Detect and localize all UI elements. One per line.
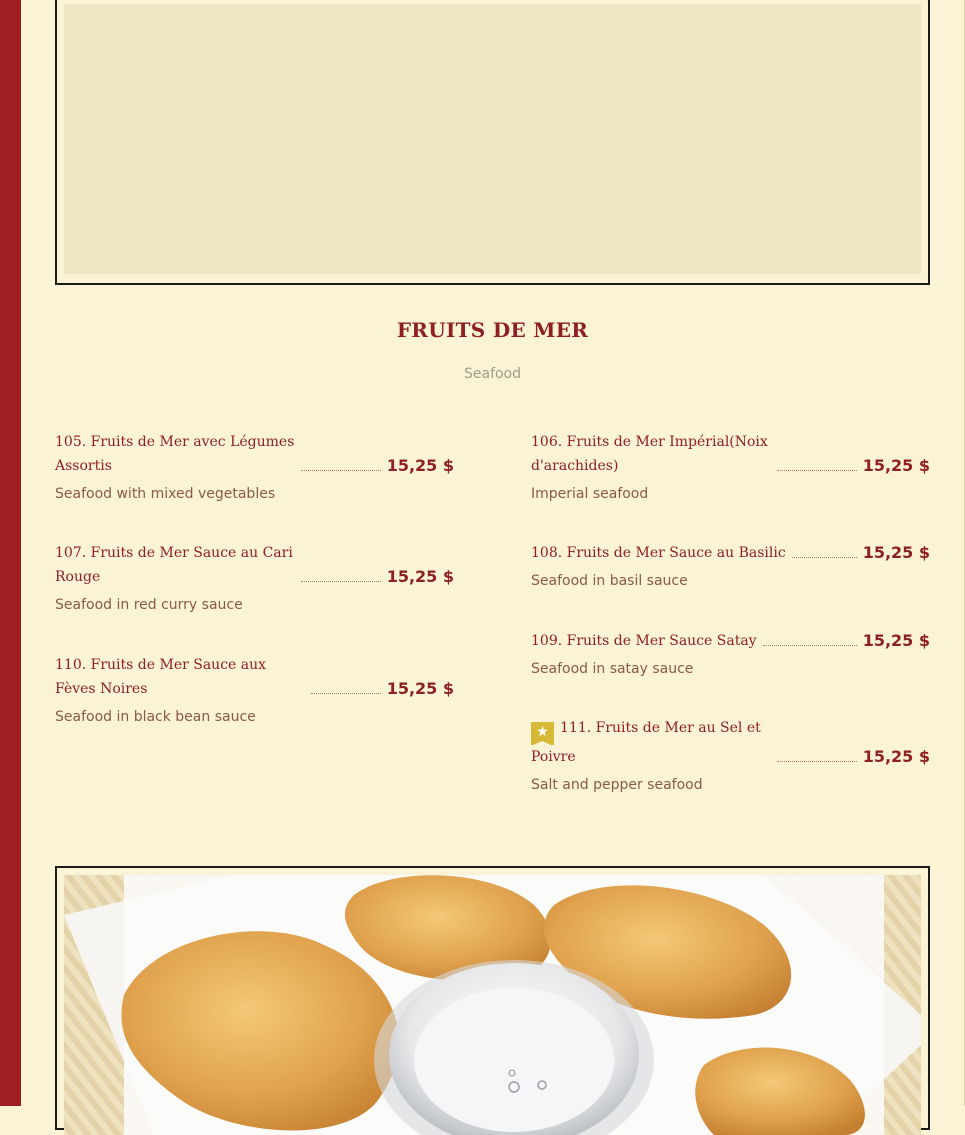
menu-item-106[interactable]: [531, 430, 930, 503]
item-name-wrap: [531, 716, 771, 769]
leader-dots: [311, 693, 381, 694]
left-decorative-stripe: [0, 0, 21, 1106]
item-price: 15,25 $: [862, 747, 930, 766]
section-subtitle: Seafood: [463, 366, 522, 382]
item-name: 105. Fruits de Mer avec Légumes Assortis: [55, 434, 295, 474]
seafood-photo: [64, 875, 921, 1135]
item-name: 110. Fruits de Mer Sauce aux Fèves Noires: [55, 657, 267, 697]
item-price: 15,25 $: [386, 456, 454, 475]
menu-item-109[interactable]: [531, 629, 930, 678]
leader-dots: [301, 581, 381, 582]
bottom-photo-frame: [55, 866, 930, 1130]
item-description: Seafood in red curry sauce: [55, 597, 243, 613]
leader-dots: [777, 470, 857, 471]
item-price: 15,25 $: [862, 631, 930, 650]
item-description: Seafood with mixed vegetables: [55, 486, 276, 502]
item-name: 107. Fruits de Mer Sauce au Cari Rouge: [55, 545, 293, 585]
item-description: Seafood in satay sauce: [531, 661, 694, 677]
item-description: Seafood in black bean sauce: [55, 709, 256, 725]
item-name: 106. Fruits de Mer Impérial(Noix d'arachides): [531, 434, 768, 474]
menu-item-105[interactable]: [55, 430, 454, 503]
star-icon: ★: [531, 722, 554, 745]
item-description: Seafood in basil sauce: [531, 573, 688, 589]
item-name: 108. Fruits de Mer Sauce au Basilic: [531, 545, 786, 561]
item-name: 111. Fruits de Mer au Sel et Poivre: [531, 720, 761, 765]
top-photo-frame: [55, 0, 930, 285]
leader-dots: [792, 557, 857, 558]
item-price: 15,25 $: [386, 567, 454, 586]
menu-item-111[interactable]: [531, 716, 930, 794]
item-price: 15,25 $: [386, 679, 454, 698]
item-description: Imperial seafood: [531, 486, 649, 502]
leader-dots: [301, 470, 381, 471]
top-photo-placeholder: [64, 4, 921, 274]
section-title: FRUITS DE MER: [396, 318, 589, 342]
menu-item-107[interactable]: [55, 541, 454, 614]
item-price: 15,25 $: [862, 543, 930, 562]
item-price: 15,25 $: [862, 456, 930, 475]
menu-item-110[interactable]: [55, 653, 454, 726]
leader-dots: [763, 645, 857, 646]
leader-dots: [777, 761, 857, 762]
item-description: Salt and pepper seafood: [531, 777, 703, 793]
item-name: 109. Fruits de Mer Sauce Satay: [531, 633, 757, 649]
menu-item-108[interactable]: [531, 541, 930, 590]
